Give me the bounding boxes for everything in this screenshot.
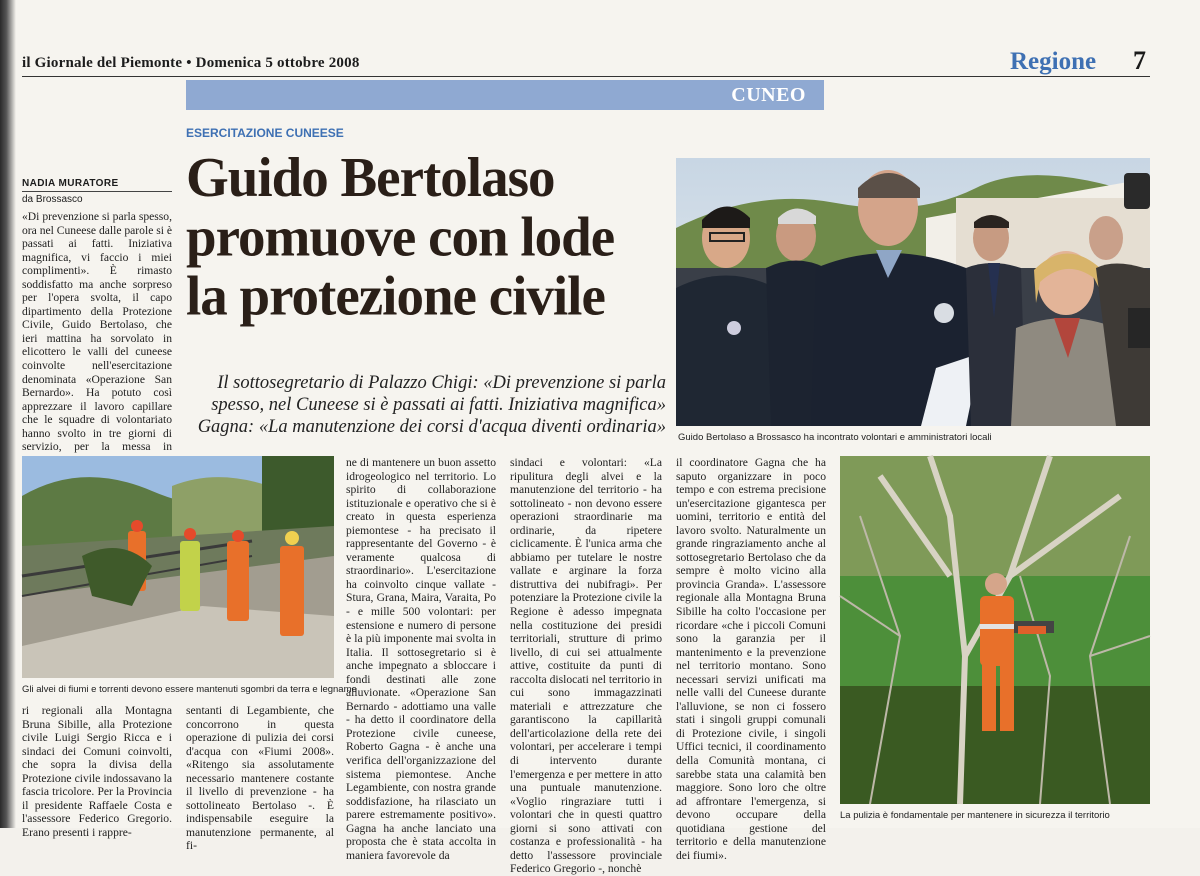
article-column-5: sindaci e volontari: «La ripulitura degli alvei e la manutenzione del territorio - ha sottolineato - non devono essere operazioni straordinarie ma ordinarie, da ripetere ciclicamente. È l'unica arma che abbiamo per tutelare le nostre vallate e arginare la forza distruttiva dei nubifragi». Per potenziare la Protezione civile la Regione è adesso impegnata nella costituzione dei presidi territoriali, strutture di primo livello, di cui sei attualmente attive, costituite da punti di raccolta dislocati nel territorio in cui sono immagazzinati materiali e attrezzature che garantiscono la capillarità dell'articolazione della rete dei volontari, per accelerare i tempi di intervento durante l'emergenza e per mettere in atto una puntuale manutenzione. «Voglio ringraziare tutti i volontari che in questi quattro giorni si sono attivati con costanza e professionalità - ha detto l'assessore provinciale Federico Gregorio -, nonchè	[510, 456, 662, 876]
bullet-icon: •	[186, 55, 192, 71]
kicker: ESERCITAZIONE CUNEESE	[186, 126, 344, 140]
photo-bertolaso	[676, 158, 1150, 426]
article-column-4: ne di mantenere un buon assetto idrogeologico nel territorio. Lo spirito di collaborazione istituzionale e operativo che si è creato in questa esperienza piemontese - ha precisato il rappresentante del Governo - è veramente qualcosa di straordinario». L'esercitazione ha coinvolto cinque vallate - Stura, Grana, Maira, Varaita, Po - e mille 500 volontari: per estensione e numero di persone è la più imponente mai svolta in Italia. Il sottosegretario si è anche impegnato a sbloccare i fondi destinati alle zone alluvionate. «Operazione San Bernardo - adottiamo una valle - ha detto il coordinatore della Protezione civile cuneese, Roberto Gagna - è anche una verifica dell'organizzazione del sistema piemontese. Anche Legambiente, con nostra grande soddisfazione, ha rilasciato un parere estremamente positivo». Gagna ha anche lanciato una proposta che è stata accolta in maniera favorevole da	[346, 456, 496, 862]
caption-top-photo: Guido Bertolaso a Brossasco ha incontrato volontari e amministratori locali	[678, 432, 992, 443]
article-column-6: il coordinatore Gagna che ha saputo organizzare in poco tempo e con estrema precisione un'esercitazione gigantesca per uomini, territorio e entità del lavoro svolto. Naturalmente un grande ringraziamento anche al sottosegretario Bertolaso che da sempre è molto vicino alla provincia Granda». L'assessore regionale alla Montagna Bruna Sibille ha colto l'occasione per ricordare «che i piccoli Comuni sono la garanzia per il mantenimento e la prevenzione nel territorio montano. Sono necessari servizi unificati ma nelle valli del Cuneese durante l'alluvione, se non ci fossero stati i singoli gruppi comunali di Protezione civile, i singoli Uffici tecnici, il coordinamento della Comunità montana, ci sarebbe stata una calamità ben maggiore. Sono loro che oltre ad affrontare l'emergenza, si devono occupare della quotidiana gestione del territorio e della manutenzione dei fiumi».	[676, 456, 826, 862]
page-number: 7	[1133, 46, 1146, 75]
issue-date: Domenica 5 ottobre 2008	[195, 55, 360, 71]
dateline: da Brossasco	[22, 194, 83, 205]
article-column-1: «Di prevenzione si parla spesso, ora nel Cuneese dalle parole si è passati ai fatti. Iniziativa magnifica, vi faccio i miei complimenti». È rimasto soddisfatto ma anche sorpreso per l'opera svolta, il capo dipartimento della Protezione Civile, Guido Bertolaso, che ieri mattina ha sorvolato in elicottero le valli del cuneese coinvolte nell'esercitazione denominata «Operazione San Bernardo». Ha potuto così apprezzare il lavoro capillare che le squadre di volontariato hanno svolto in tre giorni di servizio, per la messa in	[22, 210, 173, 454]
caption-left-photo: Gli alvei di fiumi e torrenti devono essere mantenuti sgombri da terra e legname	[22, 684, 357, 695]
byline-rule	[22, 191, 172, 192]
banner-label: CUNEO	[731, 84, 806, 106]
section-banner	[186, 80, 824, 110]
caption-right-photo: La pulizia è fondamentale per mantenere in sicurezza il territorio	[840, 810, 1110, 821]
photo-volunteers-image	[22, 456, 334, 678]
scan-edge	[0, 0, 16, 828]
photo-pruning-image	[840, 456, 1150, 804]
article-column-2: ri regionali alla Montagna Bruna Sibille, alla Protezione civile Luigi Sergio Ricca e i sindaci dei Comuni coinvolti, che sopra la divisa della Protezione civile indossavano la fascia tricolore. Per la Provincia il presidente Raffaele Costa e l'assessore Federico Gregorio. Erano presenti i rappre-	[22, 704, 172, 839]
author-byline: NADIA MURATORE	[22, 178, 119, 189]
photo-volunteer-pruning	[840, 456, 1150, 804]
photo-bertolaso-image	[676, 158, 1150, 426]
masthead	[22, 55, 360, 72]
headline: Guido Bertolaso promuove con lode la protezione civile	[186, 146, 615, 327]
article-column-3: sentanti di Legambiente, che concorrono in questa operazione di pulizia dei corsi d'acqua con «Fiumi 2008». «Ritengo sia assolutamente necessario mantenere costante il livello di prevenzione - ha sottolineato Bertolaso -. È indispensabile eseguire la manutenzione permanente, al fi-	[186, 704, 334, 853]
newspaper-name: il Giornale del Piemonte	[22, 55, 183, 71]
photo-volunteers-river	[22, 456, 334, 678]
section-name: Regione	[1010, 48, 1097, 75]
masthead-rule	[22, 76, 1150, 77]
subheadline: Il sottosegretario di Palazzo Chigi: «Di prevenzione si parla spesso, nel Cuneese si è passati ai fatti. Iniziativa magnifica» Gagna: «La manutenzione dei corsi d'acqua diventi ordinaria»	[197, 373, 666, 437]
